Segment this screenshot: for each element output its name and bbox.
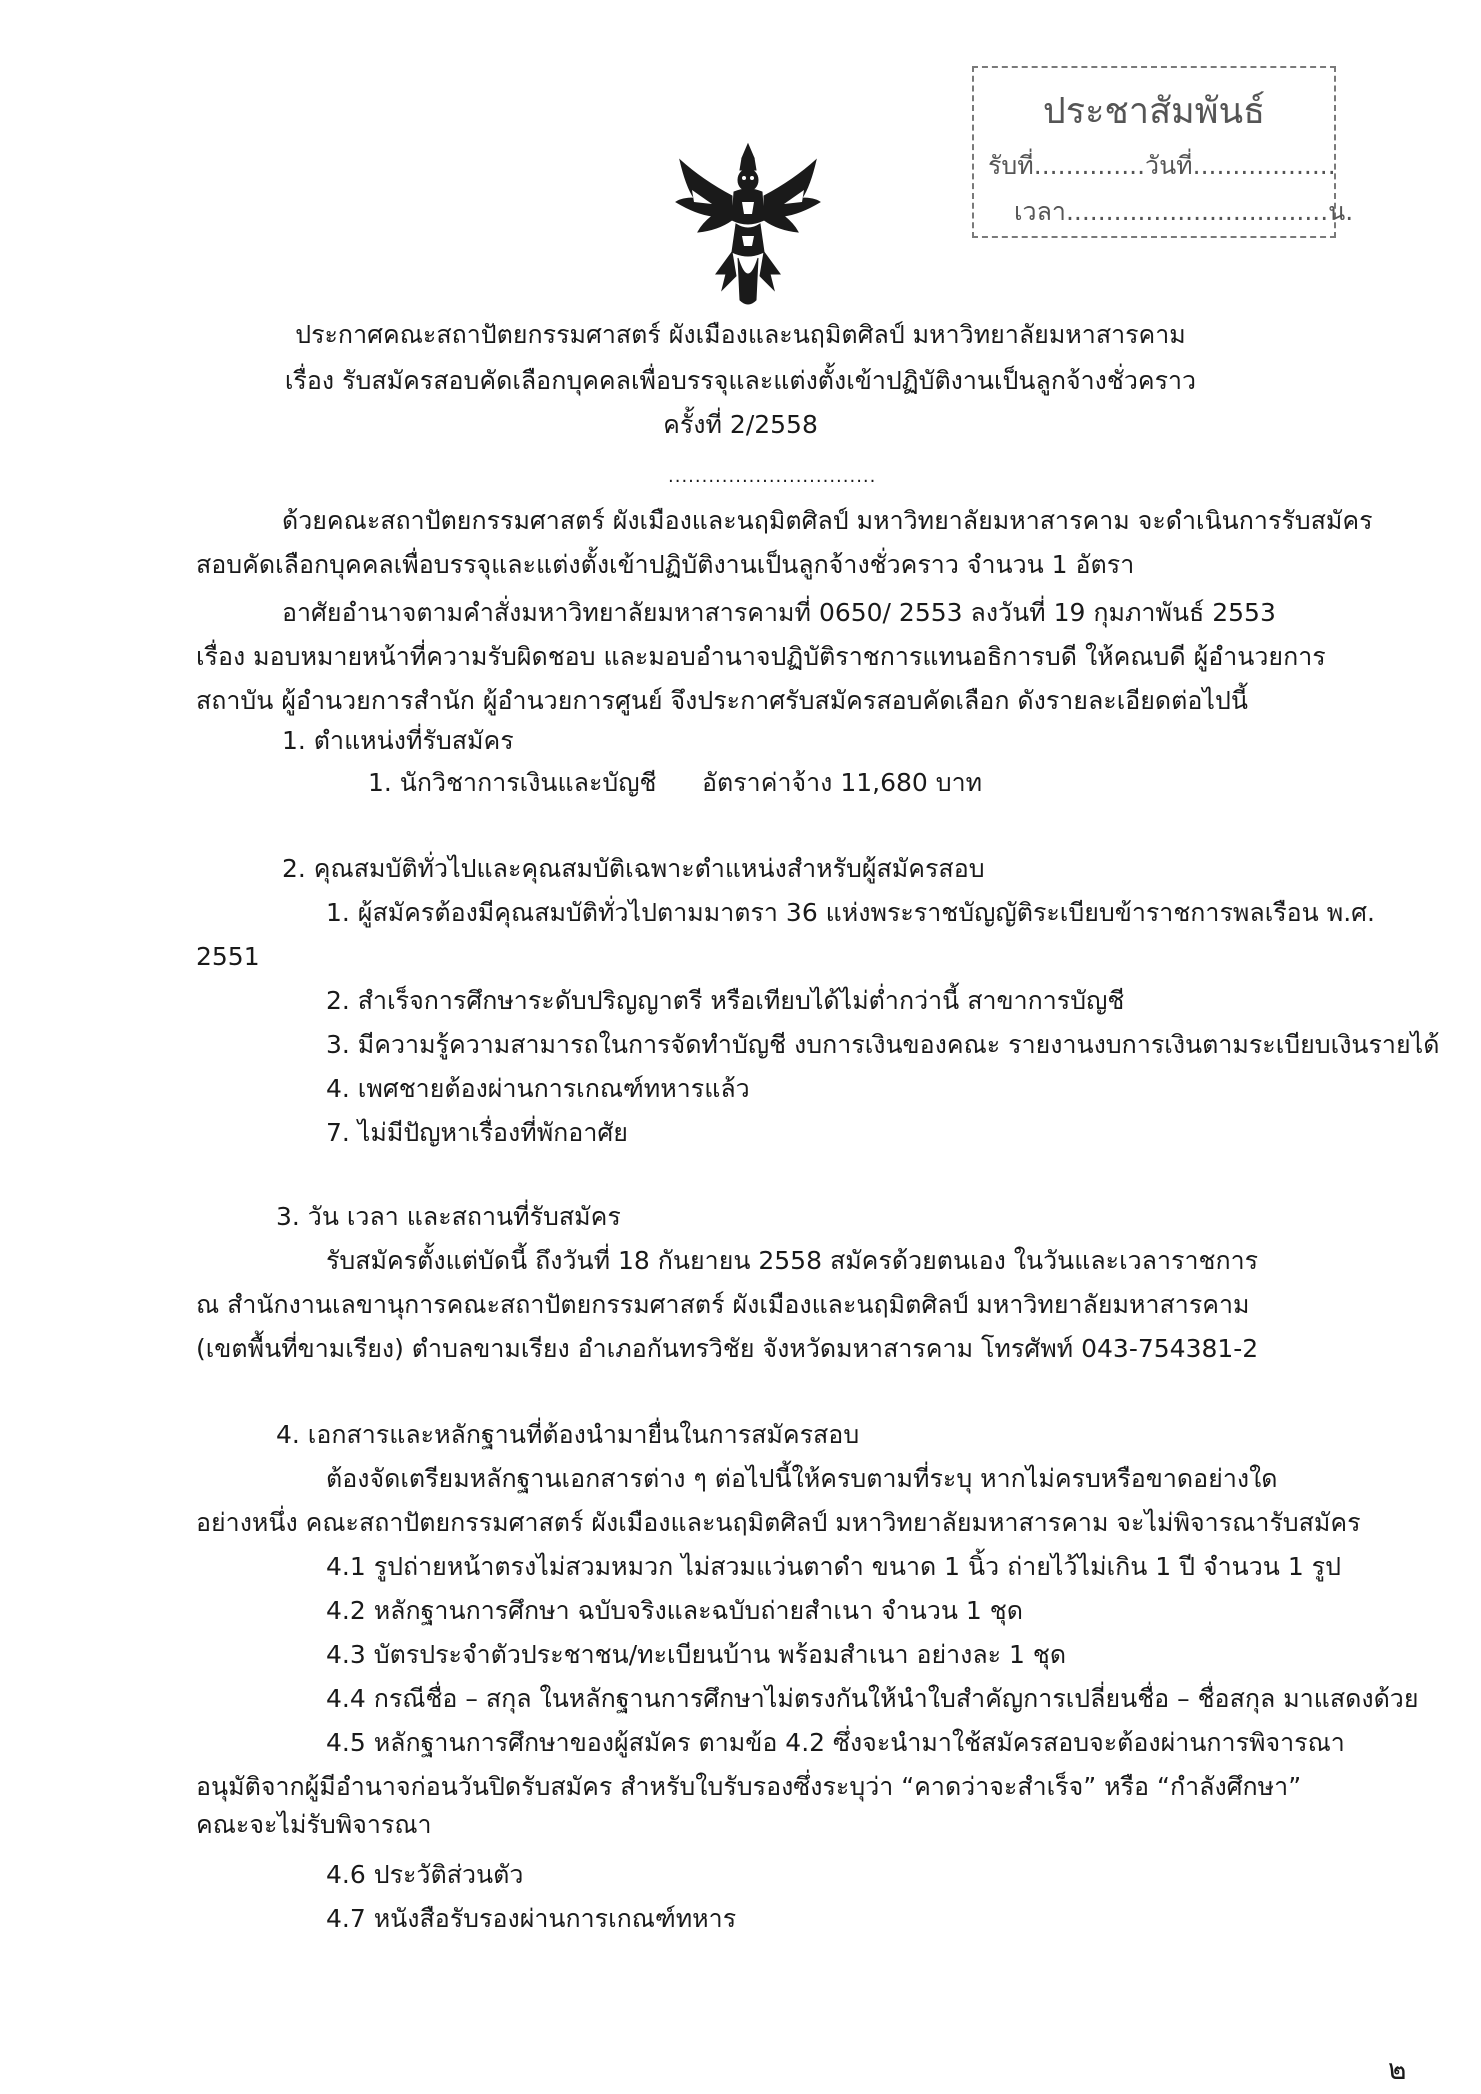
document-item-4-4: 4.4 กรณีชื่อ – สกุล ในหลักฐานการศึกษาไม่ตรงกันให้นำใบสำคัญการเปลี่ยนชื่อ – ชื่อสกุล มาแสดงด้วย [326, 1684, 1419, 1713]
intro-paragraph-1-line-1: ด้วยคณะสถาปัตยกรรมศาสตร์ ผังเมืองและนฤมิตศิลป์ มหาวิทยาลัยมหาสารคาม จะดำเนินการรับสมัคร [282, 506, 1373, 535]
document-item-4-5-line-3: คณะจะไม่รับพิจารณา [196, 1810, 432, 1839]
application-address: (เขตพื้นที่ขามเรียง) ตำบลขามเรียง อำเภอกันทรวิชัย จังหวัดมหาสารคาม โทรศัพท์ 043-754381-2 [196, 1334, 1259, 1363]
application-period: รับสมัครตั้งแต่บัดนี้ ถึงวันที่ 18 กันยายน 2558 สมัครด้วยตนเอง ในวันและเวลาราชการ [326, 1246, 1259, 1275]
documents-intro-line-2: อย่างหนึ่ง คณะสถาปัตยกรรมศาสตร์ ผังเมืองและนฤมิตศิลป์ มหาวิทยาลัยมหาสารคาม จะไม่พิจารณารับสมัคร [196, 1508, 1361, 1537]
position-salary: อัตราค่าจ้าง 11,680 บาท [702, 768, 983, 797]
qualification-item-7: 7. ไม่มีปัญหาเรื่องที่พักอาศัย [326, 1118, 628, 1147]
documents-intro-line-1: ต้องจัดเตรียมหลักฐานเอกสารต่าง ๆ ต่อไปนี้ให้ครบตามที่ระบุ หากไม่ครบหรือขาดอย่างใด [326, 1464, 1278, 1493]
section-4-heading: 4. เอกสารและหลักฐานที่ต้องนำมายื่นในการสมัครสอบ [276, 1420, 860, 1449]
stamp-title: ประชาสัมพันธ์ [1042, 91, 1266, 132]
pr-received-stamp [972, 66, 1354, 238]
document-item-4-5-line-1: 4.5 หลักฐานการศึกษาของผู้สมัคร ตามข้อ 4.2 ซึ่งจะนำมาใช้สมัครสอบจะต้องผ่านการพิจารณา [326, 1728, 1345, 1757]
qualification-item-1: 1. ผู้สมัครต้องมีคุณสมบัติทั่วไปตามมาตรา 36 แห่งพระราชบัญญัติระเบียบข้าราชการพลเรือน พ.ศ. [326, 898, 1375, 927]
section-1-heading: 1. ตำแหน่งที่รับสมัคร [282, 726, 514, 755]
qualification-item-3: 3. มีความรู้ความสามารถในการจัดทำบัญชี งบการเงินของคณะ รายงานงบการเงินตามระเบียบเงินรายได้ [326, 1030, 1440, 1059]
header-divider: ............................... [668, 466, 877, 487]
announcement-number: ครั้งที่ 2/2558 [663, 410, 818, 439]
document-item-4-5-line-2: อนุมัติจากผู้มีอำนาจก่อนวันปิดรับสมัคร สำหรับใบรับรองซึ่งระบุว่า “คาดว่าจะสำเร็จ” หรือ “กำลังศึกษา” [196, 1772, 1302, 1801]
qualification-item-1-continued: 2551 [196, 942, 260, 971]
announcement-title: ประกาศคณะสถาปัตยกรรมศาสตร์ ผังเมืองและนฤมิตศิลป์ มหาวิทยาลัยมหาสารคาม [295, 320, 1186, 349]
intro-paragraph-2-line-1: อาศัยอำนาจตามคำสั่งมหาวิทยาลัยมหาสารคามที่ 0650/ 2553 ลงวันที่ 19 กุมภาพันธ์ 2553 [282, 598, 1276, 627]
stamp-time-line: เวลา.................................น. [1014, 197, 1354, 226]
document-item-4-7: 4.7 หนังสือรับรองผ่านการเกณฑ์ทหาร [326, 1904, 737, 1933]
section-2-heading: 2. คุณสมบัติทั่วไปและคุณสมบัติเฉพาะตำแหน่งสำหรับผู้สมัครสอบ [282, 854, 985, 883]
intro-paragraph-2-line-2: เรื่อง มอบหมายหน้าที่ความรับผิดชอบ และมอบอำนาจปฏิบัติราชการแทนอธิการบดี ให้คณบดี ผู้อำนวยการ [196, 642, 1326, 671]
intro-paragraph-1-line-2: สอบคัดเลือกบุคคลเพื่อบรรจุและแต่งตั้งเข้าปฏิบัติงานเป็นลูกจ้างชั่วคราว จำนวน 1 อัตรา [196, 550, 1135, 579]
announcement-subject: เรื่อง รับสมัครสอบคัดเลือกบุคคลเพื่อบรรจุและแต่งตั้งเข้าปฏิบัติงานเป็นลูกจ้างชั่วคราว [284, 366, 1197, 395]
qualification-item-2: 2. สำเร็จการศึกษาระดับปริญญาตรี หรือเทียบได้ไม่ต่ำกว่านี้ สาขาการบัญชี [326, 986, 1125, 1015]
qualification-item-4: 4. เพศชายต้องผ่านการเกณฑ์ทหารแล้ว [326, 1074, 750, 1103]
document-item-4-3: 4.3 บัตรประจำตัวประชาชน/ทะเบียนบ้าน พร้อมสำเนา อย่างละ 1 ชุด [326, 1640, 1067, 1669]
page-mark: ๒ [1388, 2053, 1407, 2086]
position-name: 1. นักวิชาการเงินและบัญชี [368, 768, 657, 797]
document-item-4-1: 4.1 รูปถ่ายหน้าตรงไม่สวมหมวก ไม่สวมแว่นตาดำ ขนาด 1 นิ้ว ถ่ายไว้ไม่เกิน 1 ปี จำนวน 1 รูป [326, 1552, 1341, 1581]
section-3-heading: 3. วัน เวลา และสถานที่รับสมัคร [276, 1202, 621, 1231]
document-item-4-2: 4.2 หลักฐานการศึกษา ฉบับจริงและฉบับถ่ายสำเนา จำนวน 1 ชุด [326, 1596, 1023, 1625]
intro-paragraph-2-line-3: สถาบัน ผู้อำนวยการสำนัก ผู้อำนวยการศูนย์ จึงประกาศรับสมัครสอบคัดเลือก ดังรายละเอียดต่อไปนี้ [196, 686, 1248, 715]
garuda-emblem-icon [672, 140, 824, 310]
document-item-4-6: 4.6 ประวัติส่วนตัว [326, 1860, 524, 1889]
application-office: ณ สำนักงานเลขานุการคณะสถาปัตยกรรมศาสตร์ ผังเมืองและนฤมิตศิลป์ มหาวิทยาลัยมหาสารคาม [196, 1290, 1250, 1319]
stamp-received-line: รับที่..............วันที่.................. [988, 151, 1336, 180]
